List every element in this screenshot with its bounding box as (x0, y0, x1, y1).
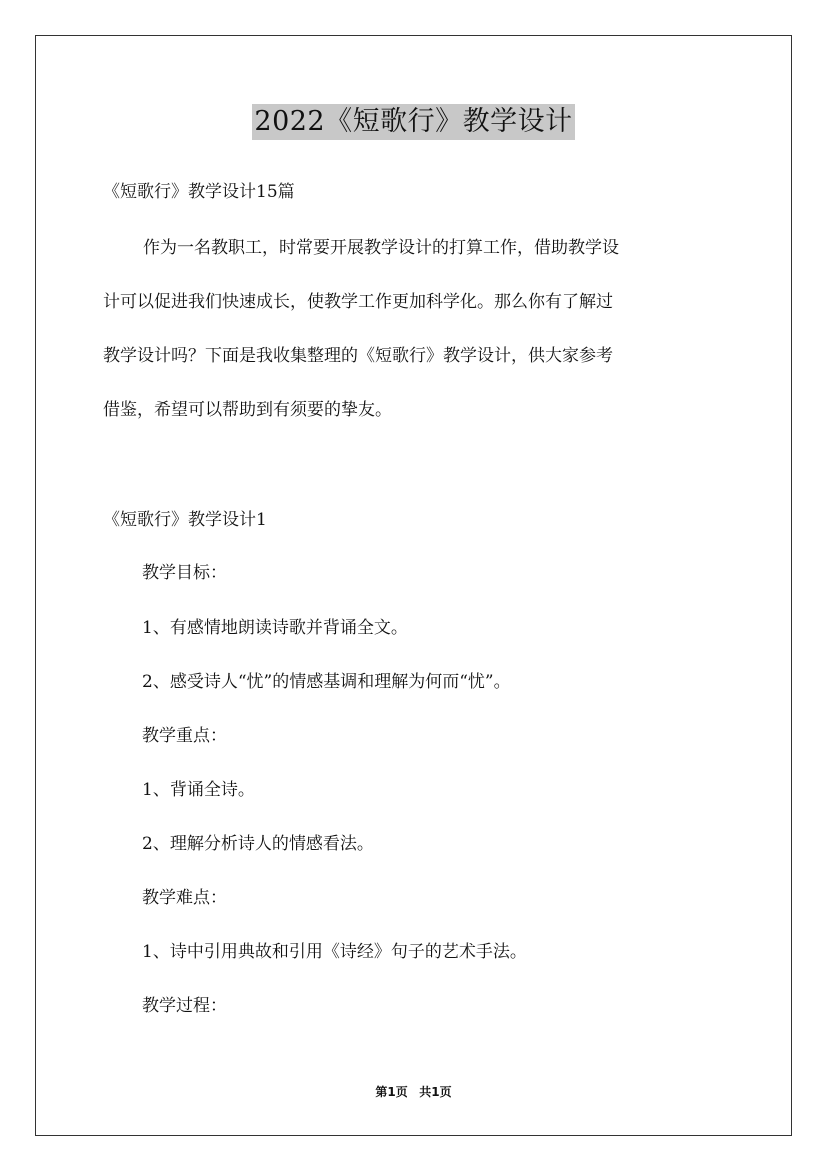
page-number: 第1页 (375, 1085, 408, 1099)
list-item: 2、感受诗人“忧”的情感基调和理解为何而“忧”。 (142, 672, 511, 692)
document-title: 2022《短歌行》教学设计 (252, 104, 574, 140)
list-item: 教学目标： (142, 563, 227, 583)
document-subtitle: 《短歌行》教学设计15篇 (103, 182, 295, 202)
intro-line: 作为一名教职工，时常要开展教学设计的打算工作，借助教学设 (143, 238, 619, 258)
page-total: 共1页 (419, 1085, 452, 1099)
intro-line: 教学设计吗？下面是我收集整理的《短歌行》教学设计，供大家参考 (103, 346, 613, 366)
title-container (0, 104, 827, 140)
list-item: 1、诗中引用典故和引用《诗经》句子的艺术手法。 (142, 942, 527, 962)
list-item: 2、理解分析诗人的情感看法。 (142, 834, 374, 854)
list-item: 教学难点： (142, 888, 227, 908)
intro-line: 计可以促进我们快速成长，使教学工作更加科学化。那么你有了解过 (103, 292, 613, 312)
list-item: 教学重点： (142, 726, 227, 746)
list-item: 1、背诵全诗。 (142, 780, 255, 800)
section-heading: 《短歌行》教学设计1 (103, 510, 267, 530)
intro-line: 借鉴，希望可以帮助到有须要的挚友。 (103, 400, 392, 420)
list-item: 教学过程： (142, 996, 227, 1016)
page-footer (0, 1084, 827, 1100)
list-item: 1、有感情地朗读诗歌并背诵全文。 (142, 618, 408, 638)
